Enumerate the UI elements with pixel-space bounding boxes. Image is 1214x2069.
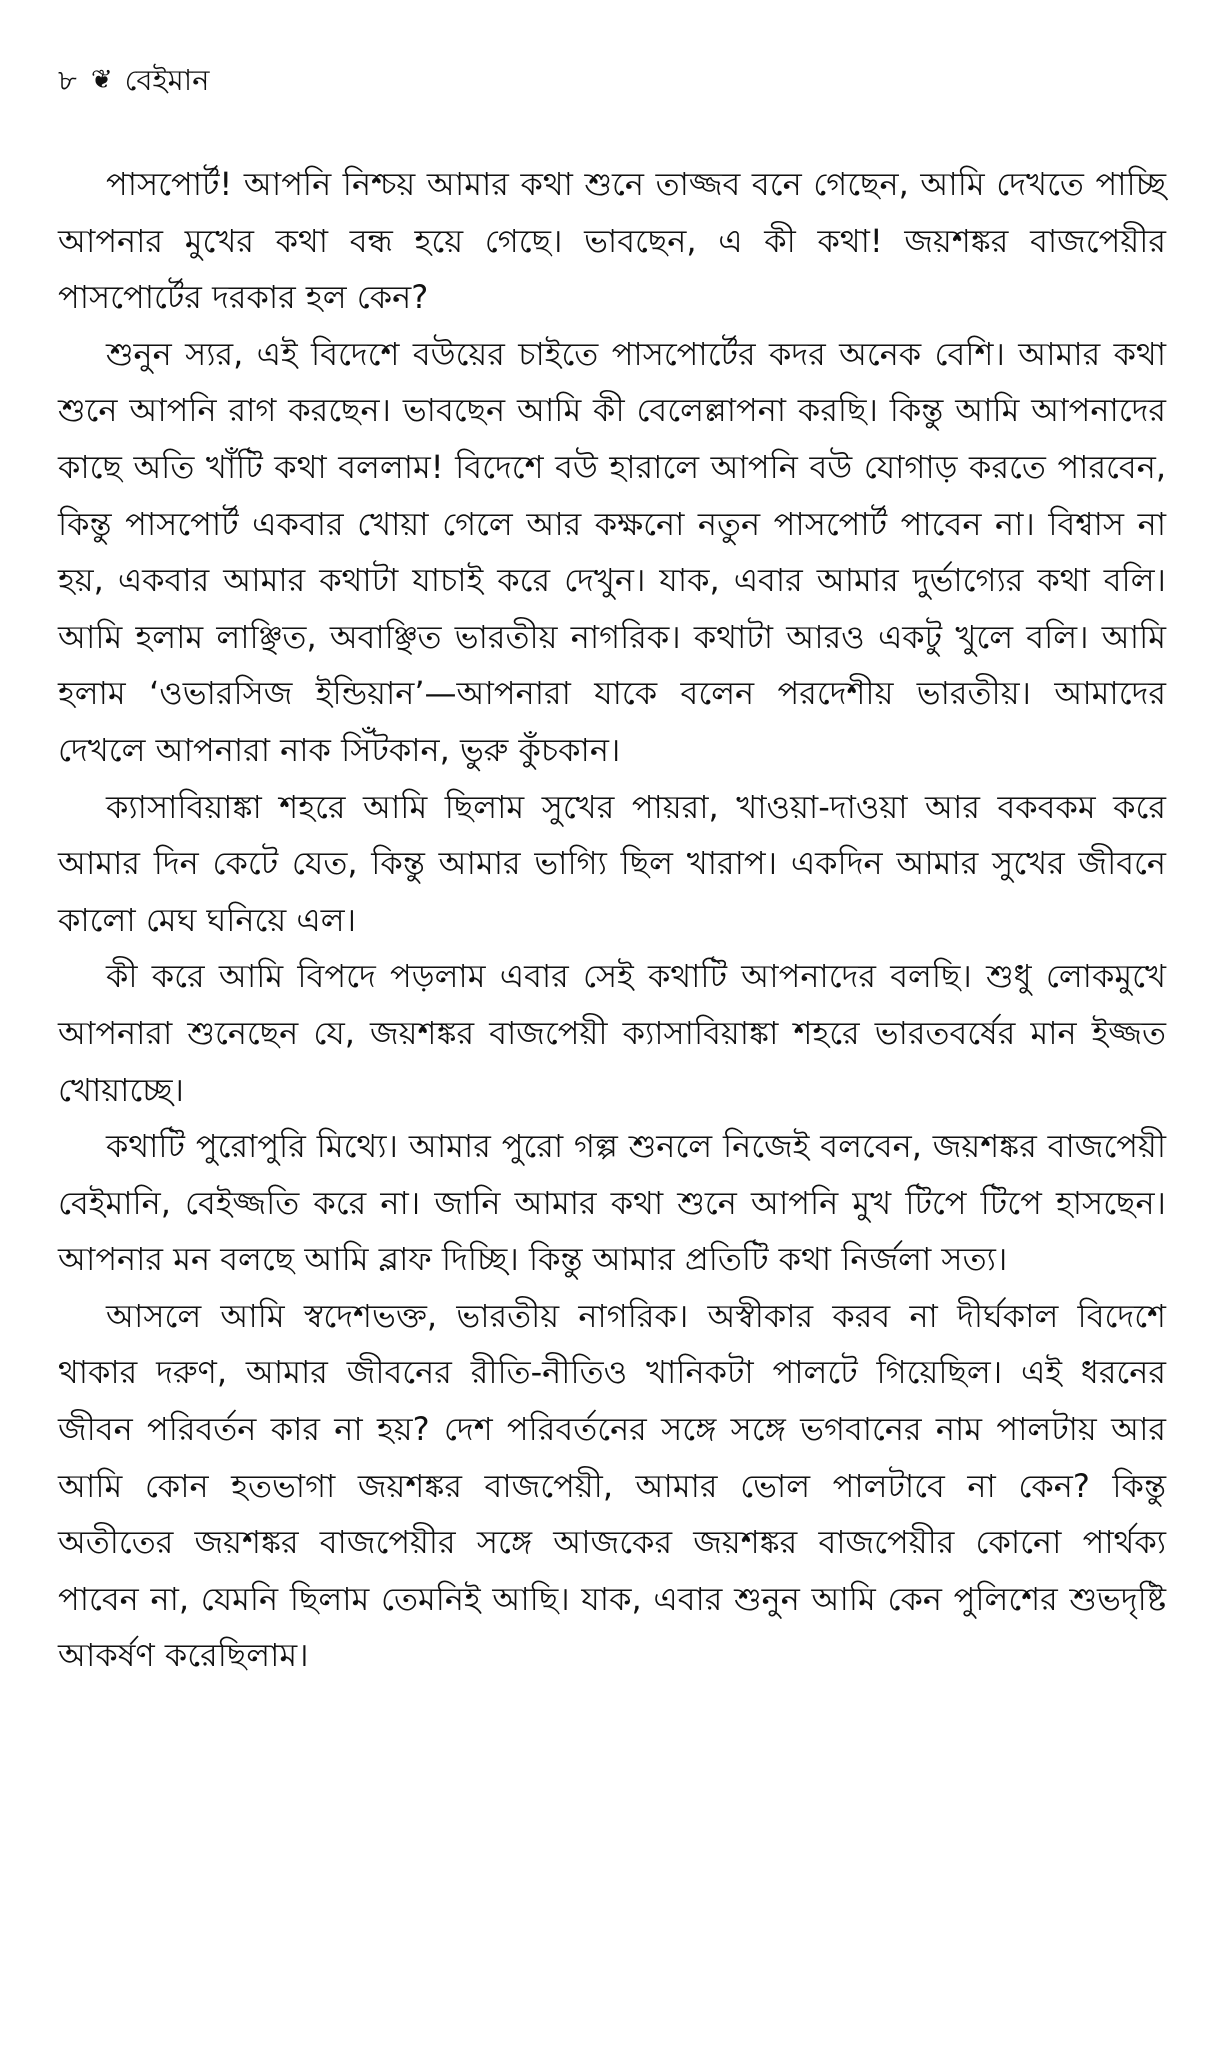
paragraph: কী করে আমি বিপদে পড়লাম এবার সেই কথাটি আপনাদের বলছি। শুধু লোকমুখে আপনারা শুনেছেন যে, জয়শঙ্কর বাজপেয়ী ক্যাসাবিয়াঙ্কা শহরে ভারতবর্ষের মান ইজ্জত খোয়াচ্ছে। <box>58 957 1166 1109</box>
page-number: ৮ <box>58 63 77 97</box>
paragraph: পাসপোর্ট! আপনি নিশ্চয় আমার কথা শুনে তাজ্জব বনে গেছেন, আমি দেখতে পাচ্ছি আপনার মুখের কথা বন্ধ হয়ে গেছে। ভাবছেন, এ কী কথা! জয়শঙ্কর বাজপেয়ীর পাসপোর্টের দরকার হল কেন? <box>58 165 1166 317</box>
running-header <box>58 60 1166 100</box>
body-text <box>58 156 1166 1684</box>
paragraph: শুনুন স্যর, এই বিদেশে বউয়ের চাইতে পাসপোর্টের কদর অনেক বেশি। আমার কথা শুনে আপনি রাগ করছেন। ভাবছেন আমি কী বেলেল্লাপনা করছি। কিন্তু আমি আপনাদের কাছে অতি খাঁটি কথা বললাম! বিদেশে বউ হারালে আপনি বউ যোগাড় করতে পারবেন, কিন্তু পাসপোর্ট একবার খোয়া গেলে আর কক্ষনো নতুন পাসপোর্ট পাবেন না। বিশ্বাস না হয়, একবার আমার কথাটা যাচাই করে দেখুন। যাক, এবার আমার দুর্ভাগ্যের কথা বলি। আমি হলাম লাঞ্ছিত, অবাঞ্ছিত ভারতীয় নাগরিক। কথাটা আরও একটু খুলে বলি। আমি হলাম ‘ওভারসিজ ইন্ডিয়ান’—আপনারা যাকে বলেন পরদেশীয় ভারতীয়। আমাদের দেখলে আপনারা নাক সিঁটকান, ভুরু কুঁচকান। <box>58 334 1166 769</box>
paragraph: কথাটি পুরোপুরি মিথ্যে। আমার পুরো গল্প শুনলে নিজেই বলবেন, জয়শঙ্কর বাজপেয়ী বেইমানি, বেইজ্জতি করে না। জানি আমার কথা শুনে আপনি মুখ টিপে টিপে হাসছেন। আপনার মন বলছে আমি ব্লাফ দিচ্ছি। কিন্তু আমার প্রতিটি কথা নির্জলা সত্য। <box>58 1127 1166 1279</box>
flower-ornament-icon: ❦ <box>90 65 113 95</box>
book-title: বেইমান <box>124 63 210 97</box>
paragraph: ক্যাসাবিয়াঙ্কা শহরে আমি ছিলাম সুখের পায়রা, খাওয়া-দাওয়া আর বকবকম করে আমার দিন কেটে যেত, কিন্তু আমার ভাগ্যি ছিল খারাপ। একদিন আমার সুখের জীবনে কালো মেঘ ঘনিয়ে এল। <box>58 787 1166 939</box>
paragraph: আসলে আমি স্বদেশভক্ত, ভারতীয় নাগরিক। অস্বীকার করব না দীর্ঘকাল বিদেশে থাকার দরুণ, আমার জীবনের রীতি-নীতিও খানিকটা পালটে গিয়েছিল। এই ধরনের জীবন পরিবর্তন কার না হয়? দেশ পরিবর্তনের সঙ্গে সঙ্গে ভগবানের নাম পালটায় আর আমি কোন হতভাগা জয়শঙ্কর বাজপেয়ী, আমার ভোল পালটাবে না কেন? কিন্তু অতীতের জয়শঙ্কর বাজপেয়ীর সঙ্গে আজকের জয়শঙ্কর বাজপেয়ীর কোনো পার্থক্য পাবেন না, যেমনি ছিলাম তেমনিই আছি। যাক, এবার শুনুন আমি কেন পুলিশের শুভদৃষ্টি আকর্ষণ করেছিলাম। <box>58 1296 1166 1675</box>
